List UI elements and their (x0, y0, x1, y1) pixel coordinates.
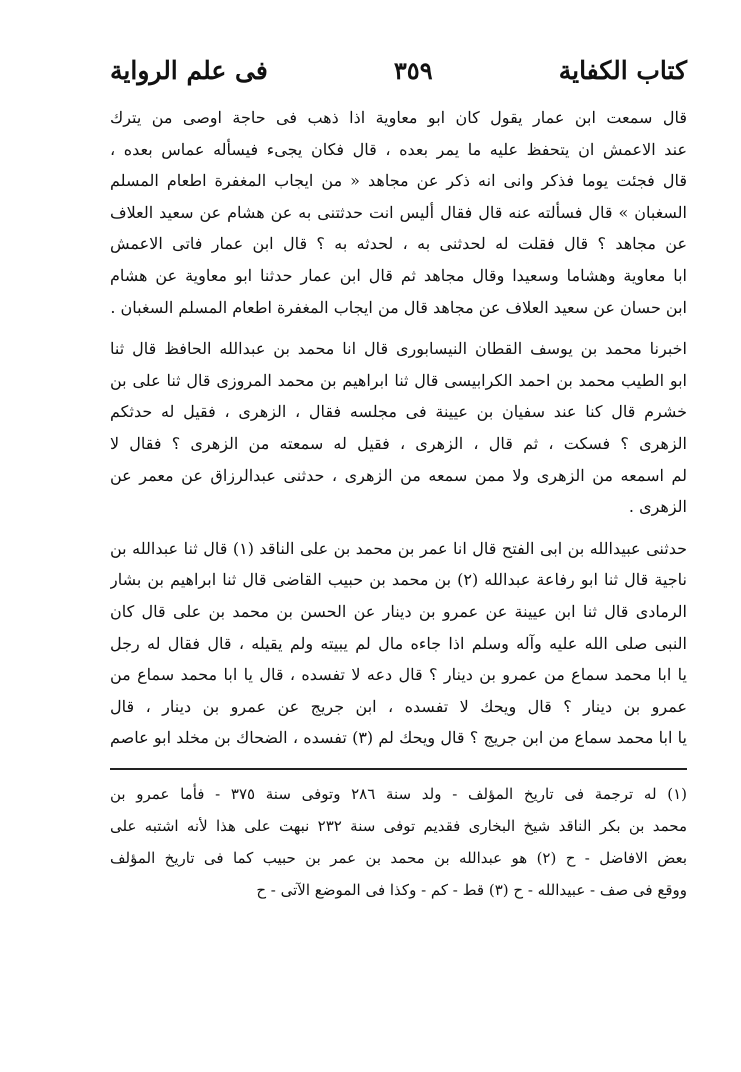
footnote-divider (110, 768, 687, 770)
text-line: لم اسمعه من الزهرى ولا ممن سمعه من الزهرى ، حدثنى عبدالرزاق عن معمر عن (110, 465, 687, 485)
text-line: الزهرى . (628, 497, 687, 517)
running-header (110, 56, 687, 102)
text-line: حدثنى عبيدالله بن ابى الفتح قال انا عمر بن محمد بن على الناقد (١) قال ثنا عبدالله بن (110, 538, 687, 558)
text-line: عن مجاهد ؟ قال فقلت له لحدثنى به ، لحدثه به ؟ قال ابن عمار فاتى الاعمش (110, 234, 687, 254)
text-line: السغبان » قال فسألته عنه قال فقال أليس انت حدثتنى به عن هشام عن سعيد العلاف (110, 202, 687, 222)
text-line: عند الاعمش ان يتحفظ عليه ما يمر بعده ، قال فكان يجىء فيسأله عماس بعده ، (110, 139, 687, 159)
footnote-line: بعض الافاضل - ح (٢) هو عبدالله بن محمد بن عمر بن حبيب كما فى تاريخ المؤلف (110, 848, 687, 867)
text-line: ناجية قال ثنا ابو رفاعة عبدالله (٢) بن محمد بن حبيب القاضى قال ثنا ابراهيم بن بشار (110, 570, 687, 590)
header-subtitle: فى علم الرواية (110, 56, 268, 85)
text-line: ابن حسان عن سعيد العلاف عن مجاهد قال من ايجاب المغفرة اطعام المسلم السغبان . (110, 297, 687, 317)
text-line: الزهرى ؟ فسكت ، ثم قال ، الزهرى ، فقيل له سمعته من الزهرى ؟ فقال لا (110, 433, 687, 453)
text-line: يا ابا محمد سماع من ابن جريج ؟ قال ويحك لم (٣) تفسده ، الضحاك بن مخلد ابو عاصم (110, 728, 687, 748)
footnote-line: محمد بن بكر الناقد شيخ البخارى فقديم توفى سنة ٢٣٢ نبهت على هذا لأنه اشتبه على (110, 816, 687, 835)
footnotes (110, 778, 687, 906)
header-book-title: كتاب الكفاية (558, 56, 687, 85)
text-line: يا ابا محمد سماع من عمرو بن دينار ؟ قال دعه لا تفسده ، قال يا ابا محمد سماع من (110, 665, 687, 685)
text-line: خشرم قال كنا عند سفيان بن عيينة فى مجلسه فقال ، الزهرى ، فقيل له حدثكم (110, 402, 687, 422)
text-line: قال سمعت ابن عمار يقول كان ابو معاوية اذا ذهب فى حاجة اوصى من يترك (110, 108, 687, 127)
paragraph-1 (110, 102, 687, 323)
text-line: الرمادى قال ثنا ابن عيينة عن عمرو بن دينار عن الحسن بن محمد بن على قال كان (110, 601, 687, 621)
text-line: قال فجئت يوما فذكر وانى انه ذكر عن مجاهد « من ايجاب المغفرة اطعام المسلم (110, 171, 687, 191)
page-number: ٣٥٩ (393, 56, 433, 85)
paragraph-3 (110, 533, 687, 754)
text-line: اخبرنا محمد بن يوسف القطان النيسابورى قال انا محمد بن عبدالله الحافظ قال ثنا (110, 339, 687, 359)
footnote-line: ووقع فى صف - عبيدالله - ح (٣) قط - كم - وكذا فى الموضع الآتى - ح (256, 880, 687, 899)
text-line: النبى صلى الله عليه وآله وسلم اذا جاءه مال لم يبيته ولم يقيله ، قال فقال له رجل (110, 633, 687, 653)
footnote-line: (١) له ترجمة فى تاريخ المؤلف - ولد سنة ٢٨٦ وتوفى سنة ٣٧٥ - فأما عمرو بن (110, 784, 687, 803)
text-line: ابو الطيب محمد بن احمد الكرابيسى قال ثنا ابراهيم بن محمد المروزى قال ثنا على بن (110, 370, 687, 390)
text-line: عمرو بن دينار ؟ قال ويحك لا تفسده ، ابن جريج عن عمرو بن دينار ، قال (110, 696, 687, 716)
paragraph-2 (110, 333, 687, 523)
text-line: ابا معاوية وهشاما وسعيدا وقال مجاهد ثم قال ابن عمار حدثنا ابو معاوية عن هشام (110, 265, 687, 285)
